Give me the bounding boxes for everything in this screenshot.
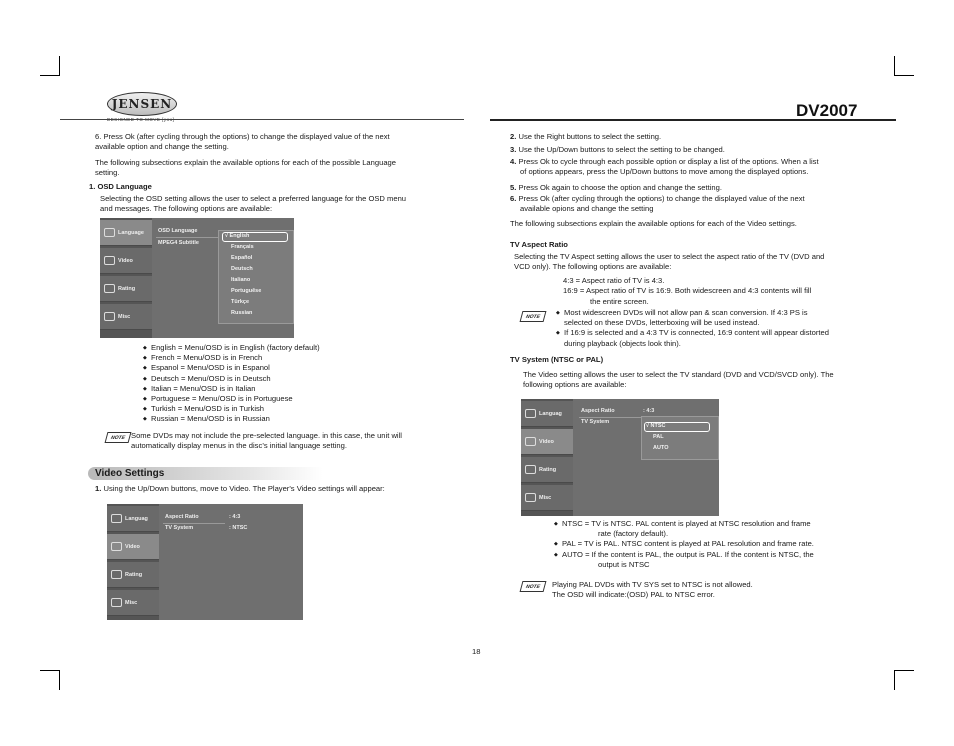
list-item: ◆ AUTO = If the content is PAL, the output is PAL. If the content is NTSC, the output is NTSC bbox=[554, 550, 889, 570]
language-list bbox=[143, 343, 403, 425]
list-item: ◆ Turkish = Menu/OSD is in Turkish bbox=[143, 404, 403, 414]
crop-mark bbox=[894, 670, 895, 690]
osd-label: MPEG4 Subtitle bbox=[158, 240, 199, 246]
tv-aspect-desc: Selecting the TV Aspect setting allows the user to select the aspect ratio of the TV (DVD and VCD only). The following options are available: bbox=[514, 252, 825, 272]
osd-option: AUTO bbox=[653, 445, 669, 451]
osd-option: Italiano bbox=[231, 277, 251, 283]
osd-side-rating: Rating bbox=[521, 457, 573, 483]
crop-mark bbox=[40, 670, 60, 671]
list-item: ◆ Italian = Menu/OSD is in Italian bbox=[143, 384, 403, 394]
osd-side-video: Video bbox=[107, 534, 159, 560]
osd-option: Français bbox=[231, 244, 254, 250]
osd-option: √ English bbox=[225, 233, 250, 239]
osd-side-misc: Misc bbox=[100, 304, 152, 330]
tv-system-options bbox=[554, 519, 889, 570]
lock-icon bbox=[104, 284, 115, 293]
osd-label: OSD Language bbox=[158, 228, 198, 234]
osd-label: TV System bbox=[165, 525, 194, 531]
osd-option: √ NTSC bbox=[646, 423, 666, 429]
video-icon bbox=[111, 542, 122, 551]
osd-language-heading: 1. OSD Language bbox=[89, 182, 152, 191]
step-3: 3. Use the Up/Down buttons to select the setting to be changed. bbox=[510, 145, 725, 154]
misc-icon bbox=[111, 598, 122, 607]
list-item: ◆ NTSC = TV is NTSC. PAL content is played at NTSC resolution and frame rate (factory default). bbox=[554, 519, 889, 539]
osd-label: Aspect Ratio bbox=[165, 514, 199, 520]
osd-side-language: Languag bbox=[107, 506, 159, 532]
lock-icon bbox=[111, 570, 122, 579]
crop-mark bbox=[59, 56, 60, 76]
osd-video-screenshot bbox=[107, 504, 303, 620]
step-2: 2. Use the Right buttons to select the setting. bbox=[510, 132, 662, 141]
list-item: ◆ Russian = Menu/OSD is in Russian bbox=[143, 414, 403, 424]
osd-option: PAL bbox=[653, 434, 664, 440]
osd-language-desc: Selecting the OSD setting allows the user to select a preferred language for the OSD menu and messages. The following options are available: bbox=[100, 194, 407, 214]
misc-icon bbox=[525, 493, 536, 502]
tv-system-heading: TV System (NTSC or PAL) bbox=[510, 355, 604, 364]
aspect-notes bbox=[556, 308, 886, 349]
list-item: ◆ Portuguese = Menu/OSD is in Portuguese bbox=[143, 394, 403, 404]
osd-value: : 4:3 bbox=[229, 514, 241, 520]
osd-option: Deutsch bbox=[231, 266, 253, 272]
language-icon bbox=[111, 514, 122, 523]
crop-mark bbox=[40, 75, 60, 76]
misc-icon bbox=[104, 312, 115, 321]
osd-language-dropdown bbox=[218, 230, 294, 324]
osd-side-video: Video bbox=[521, 429, 573, 455]
tv-aspect-heading: TV Aspect Ratio bbox=[510, 240, 568, 249]
osd-side-misc: Misc bbox=[107, 590, 159, 616]
aspect-options: 4:3 = Aspect ratio of TV is 4:3. 16:9 = Aspect ratio of TV is 16:9. Both widescreen and 4:3 contents will fill the entire screen. bbox=[563, 276, 812, 306]
lock-icon bbox=[525, 465, 536, 474]
crop-mark bbox=[59, 670, 60, 690]
osd-side-misc: Misc bbox=[521, 485, 573, 511]
list-item: ◆ Deutsch = Menu/OSD is in Deutsch bbox=[143, 374, 403, 384]
osd-tv-system-screenshot bbox=[521, 399, 719, 516]
osd-option: Russian bbox=[231, 310, 253, 316]
note-icon: NOTE bbox=[520, 581, 547, 592]
osd-divider bbox=[156, 237, 218, 238]
video-icon bbox=[104, 256, 115, 265]
list-item: ◆ French = Menu/OSD is in French bbox=[143, 353, 403, 363]
language-note: Some DVDs may not include the pre-selected language. in this case, the unit will automatically display menus in the disc’s initial language setting. bbox=[131, 431, 402, 451]
model-title: DV2007 bbox=[796, 101, 858, 120]
osd-language-screenshot bbox=[100, 218, 294, 338]
language-intro: The following subsections explain the available options for each of the possible Language setting. bbox=[95, 158, 396, 178]
osd-value: : 4:3 bbox=[643, 408, 655, 414]
crop-mark bbox=[894, 670, 914, 671]
language-icon bbox=[525, 409, 536, 418]
page-number: 18 bbox=[472, 647, 481, 656]
video-icon bbox=[525, 437, 536, 446]
osd-option: Español bbox=[231, 255, 253, 261]
header-rule bbox=[60, 119, 464, 120]
crop-mark bbox=[894, 75, 914, 76]
step-5: 5. Press Ok again to choose the option and change the setting. bbox=[510, 183, 722, 192]
language-icon bbox=[104, 228, 115, 237]
osd-divider bbox=[579, 417, 641, 418]
osd-option: Portuguêse bbox=[231, 288, 262, 294]
osd-label: Aspect Ratio bbox=[581, 408, 615, 414]
brand-logo: JENSEN bbox=[107, 92, 177, 116]
list-item: ◆ Most widescreen DVDs will not allow pan & scan conversion. If 4:3 PS is selected on these DVDs, letterboxing will be used instead. bbox=[556, 308, 886, 328]
crop-mark bbox=[894, 56, 895, 76]
osd-divider bbox=[163, 523, 225, 524]
osd-value: : NTSC bbox=[229, 525, 248, 531]
video-settings-title: Video Settings bbox=[95, 468, 165, 479]
list-item: ◆ English = Menu/OSD is in English (factory default) bbox=[143, 343, 403, 353]
osd-label: TV System bbox=[581, 419, 610, 425]
tv-system-note: Playing PAL DVDs with TV SYS set to NTSC is not allowed. The OSD will indicate:(OSD) PAL to NTSC error. bbox=[552, 580, 753, 600]
osd-side-language: Languag bbox=[521, 401, 573, 427]
osd-side-video: Video bbox=[100, 248, 152, 274]
list-item: ◆ PAL = TV is PAL. NTSC content is played at PAL resolution and frame rate. bbox=[554, 539, 889, 549]
video-intro: The following subsections explain the available options for each of the Video settings. bbox=[510, 219, 797, 228]
osd-side-rating: Rating bbox=[107, 562, 159, 588]
note-icon: NOTE bbox=[105, 432, 132, 443]
step-6: 6. Press Ok (after cycling through the options) to change the displayed value of the next available option and change the setting. bbox=[95, 132, 390, 152]
osd-side-language: Language bbox=[100, 220, 152, 246]
video-step-1: 1. Using the Up/Down buttons, move to Video. The Player's Video settings will appear: bbox=[95, 484, 385, 493]
step-6-right: 6. Press Ok (after cycling through the options) to change the displayed value of the next available opions and change the setting bbox=[510, 194, 805, 214]
osd-option: Türkçe bbox=[231, 299, 250, 305]
list-item: ◆ If 16:9 is selected and a 4:3 TV is connected, 16:9 content will appear distorted during playback (objects look thin). bbox=[556, 328, 886, 348]
step-4: 4. Press Ok to cycle through each possible option or display a list of the options. When a list of options appears, press the Up/Down buttons to move among the displayed options. bbox=[510, 157, 819, 177]
list-item: ◆ Espanol = Menu/OSD is in Espanol bbox=[143, 363, 403, 373]
tv-system-desc: The Video setting allows the user to select the TV standard (DVD and VCD/SVCD only). The following options are available: bbox=[523, 370, 834, 390]
osd-side-rating: Rating bbox=[100, 276, 152, 302]
note-icon: NOTE bbox=[520, 311, 547, 322]
